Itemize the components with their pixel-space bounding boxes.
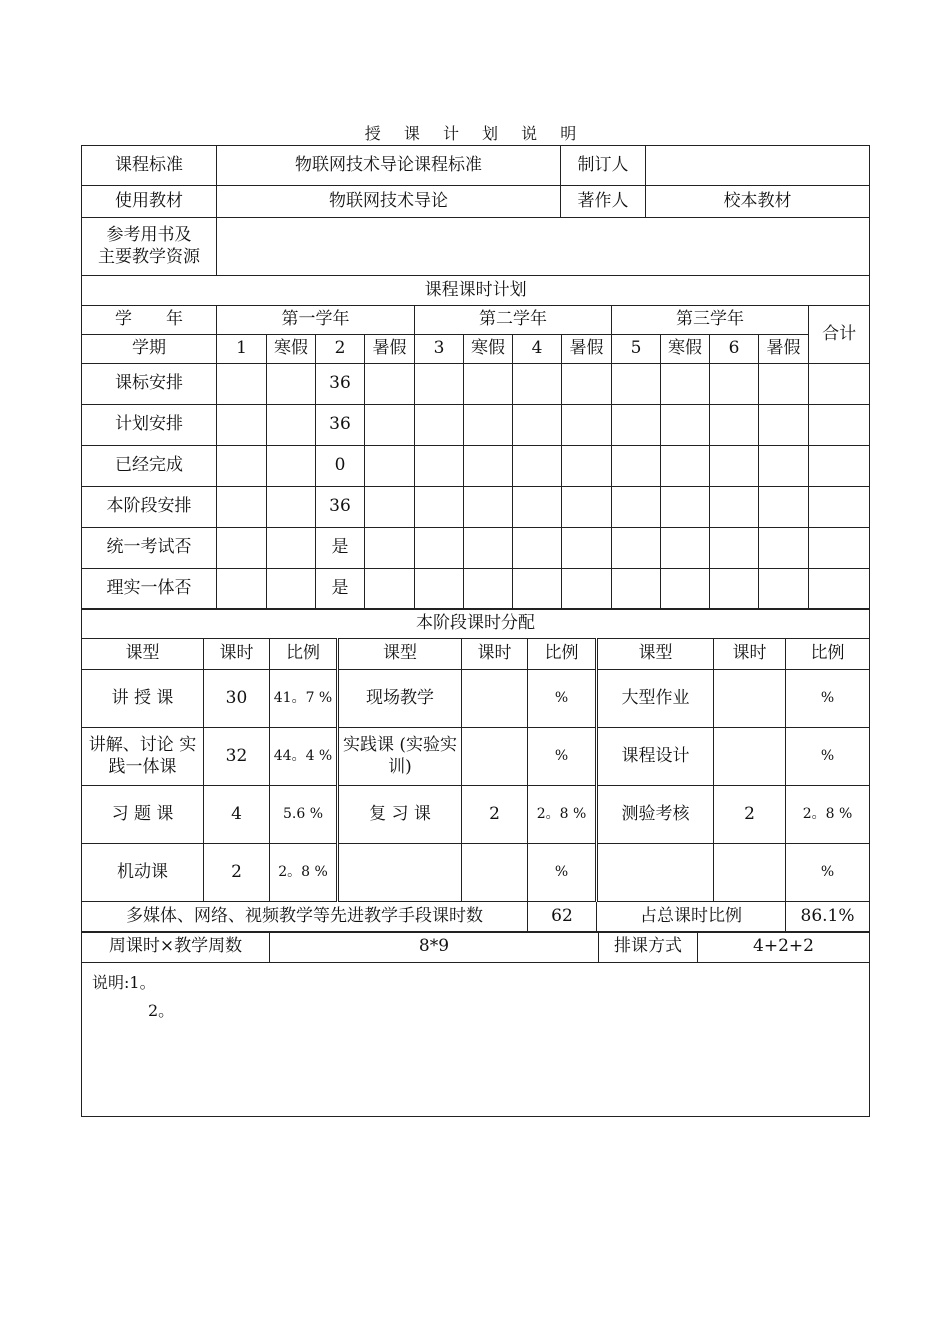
- multimedia-value: 62: [528, 902, 597, 933]
- year-3: 第三学年: [612, 306, 809, 335]
- cell: [759, 364, 809, 405]
- textbook-label: 使用教材: [82, 186, 217, 218]
- type-cell: 讲 授 课: [82, 670, 204, 728]
- type-cell: 大型作业: [597, 670, 714, 728]
- cell: [217, 487, 267, 528]
- cell: [267, 364, 316, 405]
- table-row: [82, 844, 870, 902]
- cell: [661, 487, 710, 528]
- cell: [267, 405, 316, 446]
- table-row: [82, 786, 870, 844]
- table-row: [82, 446, 870, 487]
- row-total: [809, 569, 870, 610]
- ratio-cell: %: [528, 670, 597, 728]
- ratio-cell: %: [528, 728, 597, 786]
- year-1: 第一学年: [217, 306, 415, 335]
- cell: [415, 446, 464, 487]
- ratio-cell: 2。8 %: [786, 786, 870, 844]
- cell: [464, 528, 513, 569]
- note-line-1: 说明:1。: [92, 973, 156, 992]
- cell: [562, 446, 612, 487]
- weekly-value: 8*9: [270, 932, 599, 963]
- row-total: [809, 364, 870, 405]
- ratio-cell: 41。7 %: [270, 670, 338, 728]
- table-row: [82, 569, 870, 610]
- multimedia-label: 多媒体、网络、视频教学等先进教学手段课时数: [82, 902, 528, 933]
- type-cell: 测验考核: [597, 786, 714, 844]
- year-2: 第二学年: [415, 306, 612, 335]
- term-winter-1: 寒假: [267, 335, 316, 364]
- cell: [710, 528, 759, 569]
- cell: [612, 364, 661, 405]
- cell: [217, 569, 267, 610]
- cell: [217, 364, 267, 405]
- share-value: 86.1%: [786, 902, 870, 933]
- cell: [217, 405, 267, 446]
- cell: [759, 528, 809, 569]
- term-winter-2: 寒假: [464, 335, 513, 364]
- hours-cell: [462, 670, 528, 728]
- notes-area: [82, 963, 870, 1117]
- cell: [710, 569, 759, 610]
- ratio-cell: %: [786, 844, 870, 902]
- cell: [513, 364, 562, 405]
- row-label: 本阶段安排: [82, 487, 217, 528]
- cell: [267, 446, 316, 487]
- type-cell: [338, 844, 462, 902]
- cell: [464, 569, 513, 610]
- dist-section-title: 本阶段课时分配: [82, 609, 870, 639]
- cell: [267, 569, 316, 610]
- cell: [562, 528, 612, 569]
- term-1: 1: [217, 335, 267, 364]
- cell: [612, 405, 661, 446]
- table-row: [82, 364, 870, 405]
- hours-cell: 4: [204, 786, 270, 844]
- row-label: 课标安排: [82, 364, 217, 405]
- cell: [661, 364, 710, 405]
- cell: [759, 487, 809, 528]
- term-label: 学期: [82, 335, 217, 364]
- term-summer-1: 暑假: [365, 335, 415, 364]
- mode-label: 排课方式: [599, 932, 698, 963]
- page-title: 授 课 计 划 说 明: [364, 124, 586, 143]
- row-label: 统一考试否: [82, 528, 217, 569]
- textbook-value: 物联网技术导论: [217, 186, 561, 218]
- cell: [267, 528, 316, 569]
- cell: [415, 405, 464, 446]
- standard-value: 物联网技术导论课程标准: [217, 146, 561, 186]
- cell: [513, 446, 562, 487]
- type-cell: [597, 844, 714, 902]
- cell: [217, 446, 267, 487]
- row-total: [809, 487, 870, 528]
- cell: [562, 405, 612, 446]
- cell: [562, 364, 612, 405]
- writer-label: 著作人: [561, 186, 646, 218]
- cell: [217, 528, 267, 569]
- cell: 是: [316, 528, 365, 569]
- table-row: [82, 487, 870, 528]
- cell: [710, 487, 759, 528]
- cell: [464, 446, 513, 487]
- ratio-cell: %: [786, 670, 870, 728]
- cell: [415, 528, 464, 569]
- plan-section-title: 课程课时计划: [82, 276, 870, 306]
- ratio-cell: %: [528, 844, 597, 902]
- table-row: [82, 670, 870, 728]
- cell: [612, 487, 661, 528]
- ratio-cell: %: [786, 728, 870, 786]
- cell: [759, 569, 809, 610]
- cell: [365, 569, 415, 610]
- row-label: 已经完成: [82, 446, 217, 487]
- cell: [759, 405, 809, 446]
- header-type: 课型: [82, 639, 204, 670]
- cell: [365, 446, 415, 487]
- weekly-label: 周课时×教学周数: [82, 932, 270, 963]
- share-label: 占总课时比例: [597, 902, 786, 933]
- term-3: 3: [415, 335, 464, 364]
- cell: [415, 487, 464, 528]
- hours-cell: 32: [204, 728, 270, 786]
- cell: [415, 364, 464, 405]
- row-total: [809, 528, 870, 569]
- cell: [513, 405, 562, 446]
- ratio-cell: 2。8 %: [528, 786, 597, 844]
- reference-label: [82, 218, 217, 276]
- term-winter-3: 寒假: [661, 335, 710, 364]
- ratio-cell: 5.6 %: [270, 786, 338, 844]
- header-hours: 课时: [714, 639, 786, 670]
- header-type: 课型: [597, 639, 714, 670]
- cell: [612, 569, 661, 610]
- term-2: 2: [316, 335, 365, 364]
- header-type: 课型: [338, 639, 462, 670]
- cell: 36: [316, 405, 365, 446]
- table-row: [82, 528, 870, 569]
- term-6: 6: [710, 335, 759, 364]
- author-value: [646, 146, 870, 186]
- hours-cell: [714, 728, 786, 786]
- cell: [415, 569, 464, 610]
- cell: 是: [316, 569, 365, 610]
- header-hours: 课时: [204, 639, 270, 670]
- cell: [464, 487, 513, 528]
- hours-cell: [462, 844, 528, 902]
- table-row: [82, 405, 870, 446]
- cell: 36: [316, 364, 365, 405]
- reference-label-line1: 参考用书及: [106, 225, 192, 246]
- hours-cell: 2: [462, 786, 528, 844]
- distribution-table: [81, 608, 870, 933]
- cell: [661, 569, 710, 610]
- cell: [661, 405, 710, 446]
- cell: [267, 487, 316, 528]
- row-total: [809, 405, 870, 446]
- type-cell: 实践课 (实验实训): [338, 728, 462, 786]
- cell: [365, 405, 415, 446]
- cell: [513, 569, 562, 610]
- type-cell: 讲解、讨论 实践一体课: [82, 728, 204, 786]
- cell: [710, 405, 759, 446]
- hours-cell: [714, 844, 786, 902]
- cell: [365, 364, 415, 405]
- cell: [365, 487, 415, 528]
- table-row: [82, 728, 870, 786]
- cell: [759, 446, 809, 487]
- row-label: 计划安排: [82, 405, 217, 446]
- cell: 0: [316, 446, 365, 487]
- row-label: 理实一体否: [82, 569, 217, 610]
- cell: [661, 446, 710, 487]
- cell: [365, 528, 415, 569]
- type-cell: 现场教学: [338, 670, 462, 728]
- reference-value: [217, 218, 870, 276]
- term-summer-2: 暑假: [562, 335, 612, 364]
- term-4: 4: [513, 335, 562, 364]
- type-cell: 复 习 课: [338, 786, 462, 844]
- year-label: 学 年: [82, 306, 217, 335]
- header-hours: 课时: [462, 639, 528, 670]
- hours-cell: [714, 670, 786, 728]
- hours-cell: 2: [714, 786, 786, 844]
- type-cell: 课程设计: [597, 728, 714, 786]
- course-info-table: [81, 145, 870, 276]
- hours-cell: 30: [204, 670, 270, 728]
- mode-value: 4+2+2: [698, 932, 870, 963]
- cell: [612, 446, 661, 487]
- cell: [513, 487, 562, 528]
- writer-value: 校本教材: [646, 186, 870, 218]
- standard-label: 课程标准: [82, 146, 217, 186]
- cell: [464, 364, 513, 405]
- cell: 36: [316, 487, 365, 528]
- cell: [562, 487, 612, 528]
- cell: [513, 528, 562, 569]
- row-total: [809, 446, 870, 487]
- cell: [661, 528, 710, 569]
- cell: [562, 569, 612, 610]
- reference-label-line2: 主要教学资源: [98, 246, 200, 267]
- cell: [710, 364, 759, 405]
- term-summer-3: 暑假: [759, 335, 809, 364]
- type-cell: 习 题 课: [82, 786, 204, 844]
- hours-cell: 2: [204, 844, 270, 902]
- hour-plan-table: [81, 275, 870, 610]
- author-label: 制订人: [561, 146, 646, 186]
- cell: [612, 528, 661, 569]
- schedule-table: [81, 931, 870, 1117]
- header-ratio: 比例: [528, 639, 597, 670]
- type-cell: 机动课: [82, 844, 204, 902]
- header-ratio: 比例: [270, 639, 338, 670]
- cell: [710, 446, 759, 487]
- ratio-cell: 44。4 %: [270, 728, 338, 786]
- total-label: 合计: [809, 306, 870, 364]
- hours-cell: [462, 728, 528, 786]
- ratio-cell: 2。8 %: [270, 844, 338, 902]
- header-ratio: 比例: [786, 639, 870, 670]
- term-5: 5: [612, 335, 661, 364]
- cell: [464, 405, 513, 446]
- note-line-2: 2。: [148, 1001, 175, 1020]
